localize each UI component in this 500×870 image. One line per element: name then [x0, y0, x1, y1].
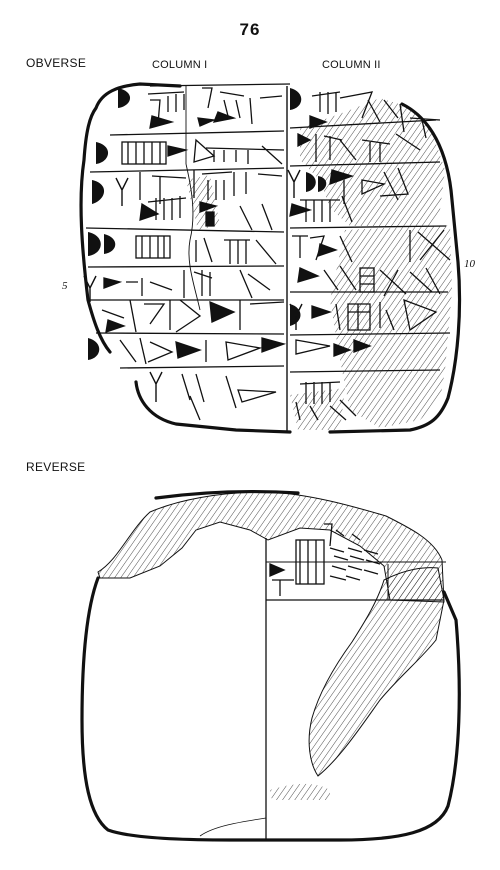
obverse-label: OBVERSE [26, 56, 87, 70]
column-1-signs [102, 88, 284, 420]
column-2-label: COLUMN II [322, 59, 381, 71]
obverse-tablet [81, 84, 460, 432]
page-number: 76 [239, 20, 261, 39]
column-1-label: COLUMN I [152, 59, 208, 71]
line-marker-10: 10 [464, 258, 475, 270]
line-marker-5: 5 [62, 280, 68, 292]
reverse-tablet [82, 492, 459, 840]
reverse-label: REVERSE [26, 460, 86, 474]
reverse-damage-right [309, 568, 444, 776]
